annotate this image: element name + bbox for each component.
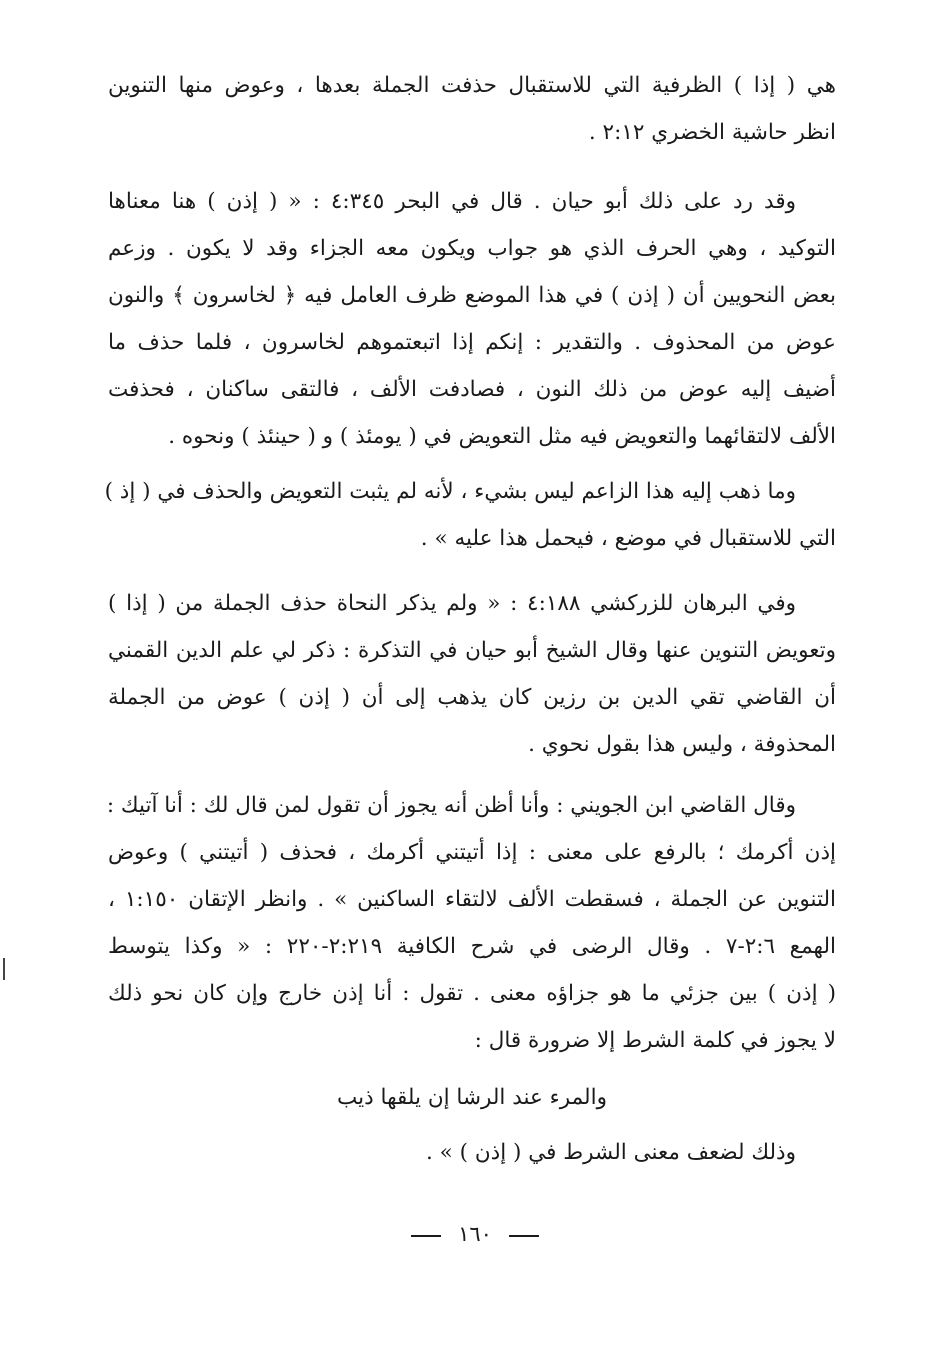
text-line: وقال القاضي ابن الجويني : وأنا أظن أنه يجوز أن تقول لمن قال لك : أنا آتيك : bbox=[106, 793, 796, 818]
closing-line: وذلك لضعف معنى الشرط في ( إذن ) » . bbox=[425, 1140, 796, 1165]
paragraph-4 bbox=[108, 580, 836, 768]
text-line: وفي البرهان للزركشي ٤:١٨٨ : « ولم يذكر النحاة حذف الجملة من ( إذا ) bbox=[108, 591, 796, 616]
text-line: وتعويض التنوين عنها وقال الشيخ أبو حيان في التذكرة : ذكر لي علم الدين القمني bbox=[108, 638, 836, 663]
document-page bbox=[104, 62, 836, 1176]
text-line: إذن أكرمك ؛ بالرفع على معنى : إذا أتيتني أكرمك ، فحذف ( أتيتني ) وعوض bbox=[108, 840, 836, 865]
text-line: أن القاضي تقي الدين بن رزين كان يذهب إلى أن ( إذن ) عوض من الجملة bbox=[108, 685, 836, 710]
text-line: التوكيد ، وهي الحرف الذي هو جواب ويكون معه الجزاء وقد لا يكون . وزعم bbox=[108, 236, 836, 261]
text-line: التنوين عن الجملة ، فسقطت الألف لالتقاء الساكنين » . وانظر الإتقان ١:١٥٠ ، bbox=[108, 887, 836, 912]
page-footer bbox=[0, 1222, 950, 1246]
text-line: الألف لالتقائهما والتعويض فيه مثل التعويض في ( يومئذ ) و ( حينئذ ) ونحوه . bbox=[168, 424, 836, 449]
paragraph-1 bbox=[108, 62, 836, 156]
text-line: بعض النحويين أن ( إذن ) في هذا الموضع ظرف العامل فيه ﴿ لخاسرون ﴾ والنون bbox=[108, 283, 836, 308]
text-line: المحذوفة ، وليس هذا بقول نحوي . bbox=[528, 732, 836, 757]
text-line: وقد رد على ذلك أبو حيان . قال في البحر ٤:٣٤٥ : « ( إذن ) هنا معناها bbox=[108, 189, 796, 214]
text-line: انظر حاشية الخضري ٢:١٢ . bbox=[588, 120, 836, 145]
paragraph-2 bbox=[108, 178, 836, 460]
text-line: هي ( إذا ) الظرفية التي للاستقبال حذفت الجملة بعدها ، وعوض منها التنوين bbox=[108, 73, 836, 98]
verse-line: والمرء عند الرشا إن يلقها ذيب bbox=[337, 1085, 607, 1110]
text-line: الهمع ٢:٦-٧ . وقال الرضى في شرح الكافية ٢:٢١٩-٢٢٠ : « وكذا يتوسط bbox=[108, 934, 836, 959]
text-line: التي للاستقبال في موضع ، فيحمل هذا عليه » . bbox=[420, 526, 836, 551]
margin-mark bbox=[3, 958, 5, 980]
footer-dash bbox=[411, 1235, 441, 1237]
paragraph-3 bbox=[104, 468, 836, 562]
page-number: ١٦٠ bbox=[458, 1222, 492, 1246]
text-line: لا يجوز في كلمة الشرط إلا ضرورة قال : bbox=[474, 1028, 836, 1053]
text-line: ( إذن ) بين جزئي ما هو جزاؤه معنى . تقول : أنا إذن خارج وإن كان نحو ذلك bbox=[108, 981, 836, 1006]
text-line: أضيف إليه عوض من ذلك النون ، فصادفت الألف ، فالتقى ساكنان ، فحذفت bbox=[108, 377, 836, 402]
text-line: وما ذهب إليه هذا الزاعم ليس بشيء ، لأنه لم يثبت التعويض والحذف في ( إذ ) bbox=[104, 479, 796, 504]
paragraph-5 bbox=[108, 782, 836, 1064]
text-line: عوض من المحذوف . والتقدير : إنكم إذا اتبعتموهم لخاسرون ، فلما حذف ما bbox=[108, 330, 836, 355]
footer-dash bbox=[509, 1235, 539, 1237]
